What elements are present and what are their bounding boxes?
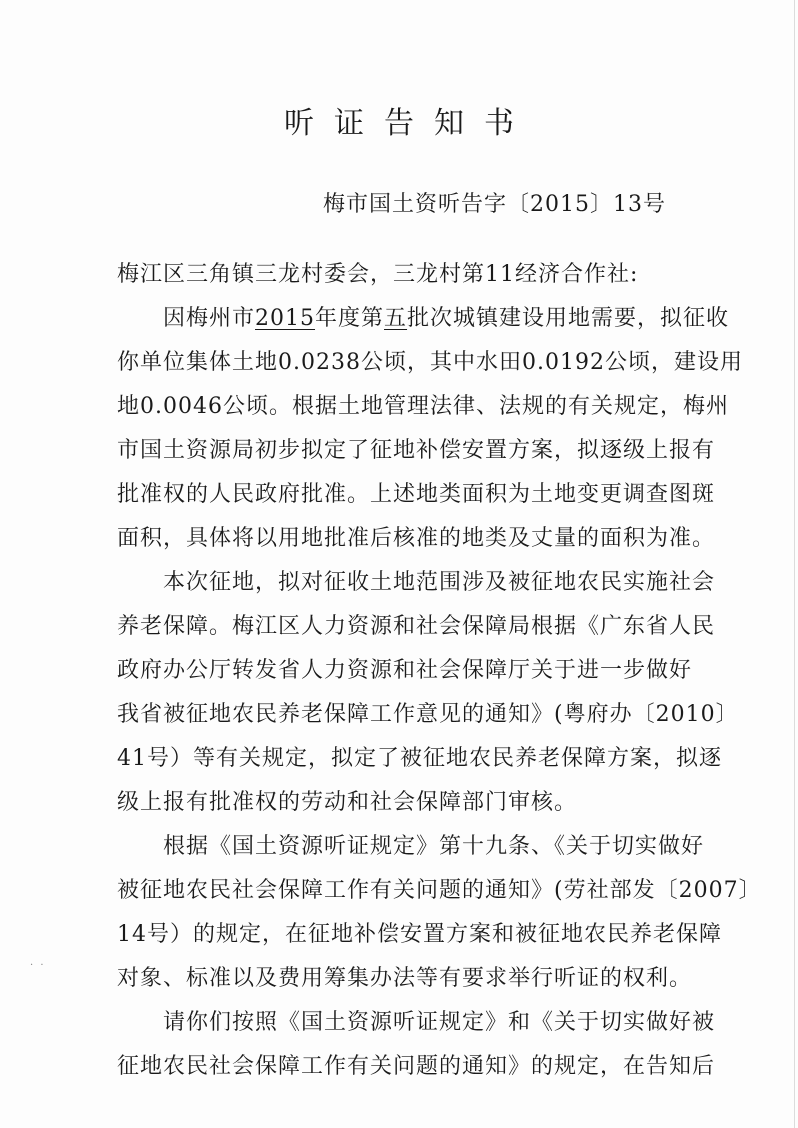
para2-line6: 级上报有批准权的劳动和社会保障部门审核。 <box>117 790 578 815</box>
para2-line2: 养老保障。梅江区人力资源和社会保障局根据《广东省人民 <box>117 614 716 639</box>
addressee: 梅江区三角镇三龙村委会，三龙村第11经济合作社: <box>117 262 639 287</box>
para2-line1: 本次征地，拟对征收土地范围涉及被征地农民实施社会 <box>163 570 716 595</box>
para1-line1-c: 批次城镇建设用地需要，拟征收 <box>407 306 730 331</box>
scan-edge <box>794 0 795 1128</box>
para3-line4: 对象、标准以及费用筹集办法等有要求举行听证的权利。 <box>117 966 693 991</box>
batch-field: 五 <box>384 306 408 331</box>
para4-line1: 请你们按照《国土资源听证规定》和《关于切实做好被 <box>163 1010 716 1035</box>
para1-line4: 市国土资源局初步拟定了征地补偿安置方案，拟逐级上报有 <box>117 438 716 463</box>
para1-line5: 批准权的人民政府批准。上述地类面积为土地变更调查图斑 <box>117 482 716 507</box>
para1-line1-b: 年度第 <box>315 306 385 331</box>
document-number: 梅市国土资听告字〔2015〕13号 <box>323 192 666 217</box>
para1-line1 <box>163 304 729 334</box>
para3-line1: 根据《国土资源听证规定》第十九条、《关于切实做好 <box>163 834 705 859</box>
para2-line3: 政府办公厅转发省人力资源和社会保障厅关于进一步做好 <box>117 658 693 683</box>
para1-line1-a: 因梅州市 <box>163 306 256 331</box>
scan-speck: · · <box>30 960 46 971</box>
para2-line5: 41号）等有关规定，拟定了被征地农民养老保障方案，拟逐 <box>117 746 722 771</box>
para1-line6: 面积，具体将以用地批准后核准的地类及丈量的面积为准。 <box>117 526 716 551</box>
para1-line2: 你单位集体土地0.0238公顷，其中水田0.0192公顷，建设用 <box>117 350 743 375</box>
page-title: 听证告知书 <box>284 106 534 141</box>
para1-line3: 地0.0046公顷。根据土地管理法律、法规的有关规定，梅州 <box>117 394 729 419</box>
year-field: 2015 <box>255 306 316 331</box>
para2-line4: 我省被征地农民养老保障工作意见的通知》(粤府办〔2010〕 <box>117 702 739 727</box>
para3-line3: 14号）的规定，在征地补偿安置方案和被征地农民养老保障 <box>117 922 722 947</box>
para4-line2: 征地农民社会保障工作有关问题的通知》的规定，在告知后 <box>117 1054 716 1079</box>
para3-line2: 被征地农民社会保障工作有关问题的通知》(劳社部发〔2007〕 <box>117 878 762 903</box>
